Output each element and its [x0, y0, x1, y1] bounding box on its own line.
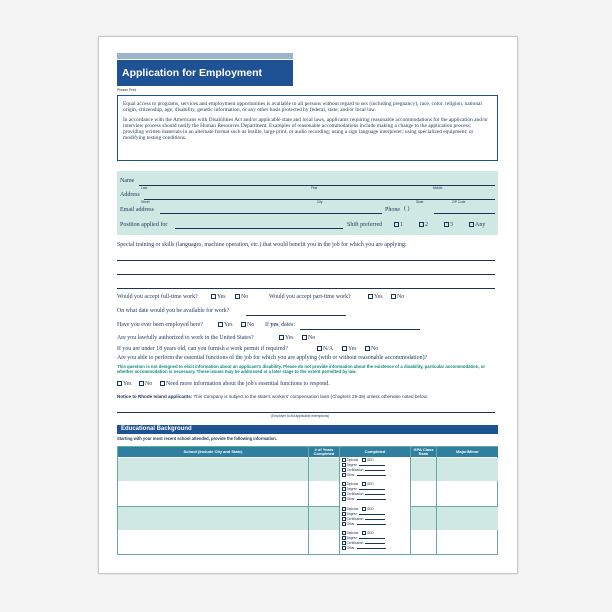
- ged-checkbox[interactable]: [362, 458, 366, 462]
- ada-paragraph: In accordance with the Americans with Disabilities Act and/or applicable state and local laws, applicants requiring reasonable accommodations for the application and/or interview process should notify the Human Resources Department. Examples of reasonable accommodations include making a change to the application process; providing written materials in an alternate format such as braille, large print, or audio recording; using a sign language interpreter; using specialized equipment; or modifying testing conditions.: [123, 116, 488, 142]
- shift-1-checkbox[interactable]: [394, 222, 399, 227]
- education-table: [117, 446, 498, 555]
- part-time-no-checkbox[interactable]: [391, 294, 396, 299]
- full-time-yes[interactable]: Yes: [211, 294, 226, 300]
- name-first-hint: First: [311, 186, 318, 190]
- application-form-page: [98, 36, 518, 574]
- full-time-no-checkbox[interactable]: [235, 294, 240, 299]
- completed-options: Diploma GED Degree Certification Other: [342, 482, 410, 502]
- other-checkbox[interactable]: [342, 546, 346, 550]
- address-label: Address: [120, 192, 140, 198]
- authorized-yes[interactable]: Yes: [279, 335, 294, 341]
- part-time-yes[interactable]: Yes: [368, 294, 383, 300]
- employed-here-yes-checkbox[interactable]: [218, 322, 223, 327]
- employed-here-question: Have you ever been employed here?: [117, 322, 203, 328]
- exemptions-field[interactable]: [117, 412, 495, 413]
- work-permit-no[interactable]: No: [365, 346, 378, 352]
- years-cell[interactable]: [309, 458, 339, 481]
- diploma-checkbox[interactable]: [342, 531, 346, 535]
- authorized-yes-checkbox[interactable]: [279, 335, 284, 340]
- col-header-completed: Completed: [340, 447, 410, 457]
- col-header-school: School (Include City and State): [118, 447, 308, 457]
- employed-dates-label: If yes, dates:: [265, 322, 295, 328]
- column-divider: [436, 447, 437, 555]
- column-divider: [339, 447, 340, 555]
- available-date-question: On what date would you be available for work?: [117, 308, 230, 314]
- address-zip-hint: ZIP Code: [452, 200, 466, 204]
- eeo-paragraph: Equal access to programs, services and employment opportunities is available to all persons without regard to sex (including pregnancy), race, color, religion, national origin, citizenship, age, disability, genetic information, or any other basis protected by federal, state, and/or local law.: [123, 101, 482, 114]
- employer-exemptions-note: (Employer to list applicable exemptions): [271, 414, 330, 418]
- essential-yes-checkbox[interactable]: [117, 381, 122, 386]
- training-question: Special training or skills (languages, machine operation, etc.) that would benefit you in the job for which you are applying:: [117, 242, 407, 248]
- name-last-hint: Last: [141, 186, 148, 190]
- years-cell[interactable]: [309, 507, 339, 530]
- degree-checkbox[interactable]: [342, 463, 346, 467]
- work-permit-na[interactable]: N/A: [317, 346, 333, 352]
- shift-any-checkbox[interactable]: [469, 222, 474, 227]
- name-middle-hint: Middle: [433, 186, 443, 190]
- school-cell[interactable]: [118, 482, 308, 507]
- training-line-2[interactable]: [117, 274, 495, 275]
- phone-field[interactable]: [434, 213, 495, 214]
- shift-option-1[interactable]: 1: [394, 222, 403, 228]
- school-cell[interactable]: [118, 531, 308, 555]
- work-permit-na-checkbox[interactable]: [317, 346, 322, 351]
- ged-checkbox[interactable]: [362, 531, 366, 535]
- gpa-cell[interactable]: [411, 531, 436, 555]
- address-state-hint: State: [416, 200, 424, 204]
- major-cell[interactable]: [437, 531, 498, 555]
- position-label: Position applied for: [120, 222, 168, 228]
- major-cell[interactable]: [437, 482, 498, 507]
- column-divider: [410, 447, 411, 555]
- ged-checkbox[interactable]: [362, 507, 366, 511]
- column-divider: [308, 447, 309, 555]
- gpa-cell[interactable]: [411, 458, 436, 481]
- authorized-no-checkbox[interactable]: [302, 335, 307, 340]
- training-line-1[interactable]: [117, 260, 495, 261]
- phone-area-code[interactable]: ( ): [404, 206, 410, 212]
- certification-checkbox[interactable]: [342, 468, 346, 472]
- part-time-no[interactable]: No: [391, 294, 404, 300]
- name-label: Name: [120, 178, 135, 184]
- education-intro: Starting with your most recent school attended, provide the following information.: [117, 436, 277, 441]
- education-section-header: Educational Background: [117, 425, 498, 434]
- col-header-gpa: GPA Class Rank: [411, 447, 436, 457]
- address-city-hint: City: [317, 200, 323, 204]
- years-cell[interactable]: [309, 531, 339, 555]
- other-checkbox[interactable]: [342, 522, 346, 526]
- training-line-3[interactable]: [117, 288, 495, 289]
- disability-disclaimer: This question is not designed to elicit information about an applicant's disability. Please do not provide information about the existence of a disability, particular accommodation, or whether accommodation is necessary. These issues may be addressed at a later stage to the extent permitted by law.: [117, 364, 486, 375]
- degree-checkbox[interactable]: [342, 536, 346, 540]
- work-permit-question: If you are under 18 years old, can you furnish a work permit if required?: [117, 346, 288, 352]
- please-print-note: Please Print: [117, 88, 137, 92]
- email-label: Email address: [120, 207, 154, 213]
- major-cell[interactable]: [437, 458, 498, 481]
- shift-label: Shift preferred: [347, 222, 383, 228]
- completed-options: Diploma GED Degree Certification Other: [342, 531, 410, 551]
- employed-dates-field[interactable]: [300, 329, 420, 330]
- full-time-question: Would you accept full-time work?: [117, 294, 198, 300]
- position-field[interactable]: [175, 228, 343, 229]
- col-header-years: # of Years Completed: [309, 447, 339, 457]
- degree-checkbox[interactable]: [342, 512, 346, 516]
- years-cell[interactable]: [309, 482, 339, 507]
- completed-options: Diploma GED Degree Certification Other: [342, 507, 410, 527]
- email-field[interactable]: [160, 213, 382, 214]
- employed-here-no[interactable]: No: [241, 322, 254, 328]
- essential-no-checkbox[interactable]: [139, 381, 144, 386]
- part-time-yes-checkbox[interactable]: [368, 294, 373, 299]
- diploma-checkbox[interactable]: [342, 458, 346, 462]
- work-permit-yes[interactable]: Yes: [342, 346, 357, 352]
- phone-label: Phone: [385, 207, 400, 213]
- work-permit-yes-checkbox[interactable]: [342, 346, 347, 351]
- work-authorized-question: Are you lawfully authorized to work in the United States?: [117, 335, 254, 341]
- completed-options: Diploma GED Degree Certification Other: [342, 458, 410, 478]
- school-cell[interactable]: [118, 458, 308, 481]
- other-checkbox[interactable]: [342, 497, 346, 501]
- shift-option-2[interactable]: 2: [419, 222, 428, 228]
- available-date-field[interactable]: [246, 315, 346, 316]
- work-permit-no-checkbox[interactable]: [365, 346, 370, 351]
- certification-checkbox[interactable]: [342, 517, 346, 521]
- certification-checkbox[interactable]: [342, 541, 346, 545]
- gpa-cell[interactable]: [411, 482, 436, 507]
- diploma-checkbox[interactable]: [342, 482, 346, 486]
- rhode-island-notice: Notice to Rhode Island applicants: This Company is subject to the state's workers' compensation laws (Chapters 29-38) unless otherwise noted below:: [117, 394, 429, 399]
- school-cell[interactable]: [118, 507, 308, 530]
- form-title: Application for Employment: [117, 60, 293, 86]
- full-time-yes-checkbox[interactable]: [211, 294, 216, 299]
- essential-no[interactable]: No: [139, 381, 152, 387]
- employed-here-no-checkbox[interactable]: [241, 322, 246, 327]
- part-time-question: Would you accept part-time work?: [269, 294, 351, 300]
- shift-option-any[interactable]: Any: [469, 222, 485, 228]
- employed-here-yes[interactable]: Yes: [218, 322, 233, 328]
- certification-checkbox[interactable]: [342, 492, 346, 496]
- shift-option-3[interactable]: 3: [444, 222, 453, 228]
- essential-yes[interactable]: Yes: [117, 381, 132, 387]
- personal-info-section: [117, 171, 498, 235]
- degree-checkbox[interactable]: [342, 487, 346, 491]
- shift-3-checkbox[interactable]: [444, 222, 449, 227]
- diploma-checkbox[interactable]: [342, 507, 346, 511]
- authorized-no[interactable]: No: [302, 335, 315, 341]
- eeo-notice-box: [117, 95, 498, 161]
- essential-functions-question: Are you able to perform the essential functions of the job for which you are applying (with or without reasonable accommodation)?: [117, 355, 428, 361]
- major-cell[interactable]: [437, 507, 498, 530]
- essential-need-info-checkbox[interactable]: [160, 381, 165, 386]
- gpa-cell[interactable]: [411, 507, 436, 530]
- shift-2-checkbox[interactable]: [419, 222, 424, 227]
- ged-checkbox[interactable]: [362, 482, 366, 486]
- full-time-no[interactable]: No: [235, 294, 248, 300]
- col-header-major: Major/Minor: [437, 447, 498, 457]
- essential-need-info[interactable]: Need more information about the job's essential functions to respond.: [160, 381, 330, 387]
- other-checkbox[interactable]: [342, 473, 346, 477]
- title-accent-bar: [117, 53, 293, 59]
- address-street-hint: Street: [141, 200, 150, 204]
